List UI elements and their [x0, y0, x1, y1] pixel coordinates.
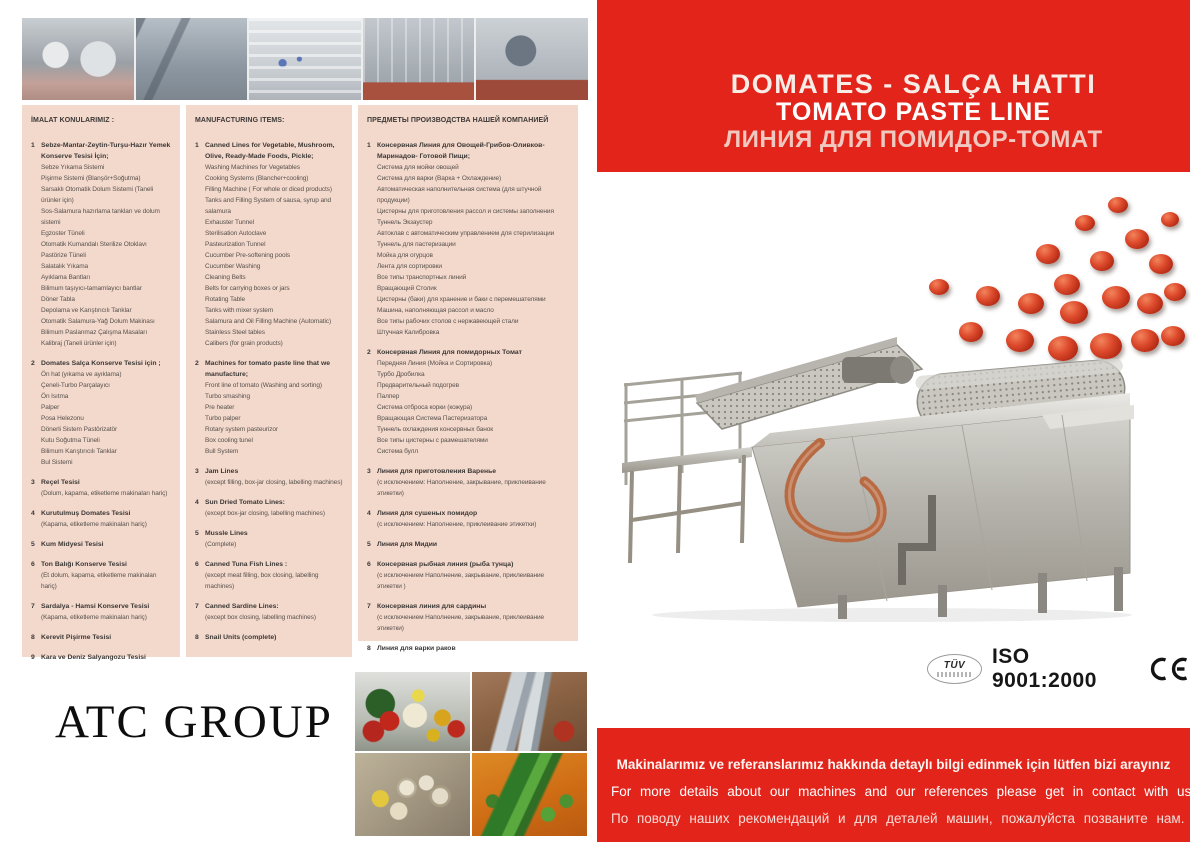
catalog-section [367, 466, 569, 499]
section-item: Предварительный подогрев [377, 382, 460, 389]
tomato [1125, 229, 1149, 249]
tomato [1054, 274, 1080, 295]
section-row [195, 559, 343, 592]
tomato [1164, 283, 1186, 301]
section-item: Tanks with mixer system [205, 307, 274, 314]
section-item: Front line of tomato (Washing and sorting) [205, 382, 322, 389]
section-title: Snail Units (complete) [205, 634, 277, 641]
section-title: Canned Sardine Lines: [205, 603, 279, 610]
section-number: 3 [195, 468, 199, 475]
section-row [31, 559, 171, 592]
section-number: 3 [367, 468, 371, 475]
section-note: (except filling, box-jar closing, labelling machines) [205, 479, 343, 486]
section-item: Автоклав с автоматическим управлением для стерилизации [377, 230, 555, 237]
section-item: Pişirme Sistemi (Blanşör+Soğutma) [41, 175, 141, 182]
section-row [31, 601, 171, 623]
section-item: Otomatik Salamura-Yağ Dolum Makinası [41, 318, 155, 325]
catalog-section [367, 347, 569, 457]
snails-photo [355, 753, 470, 836]
section-number: 2 [195, 360, 199, 367]
section-number: 4 [367, 510, 371, 517]
contact-line-russian: По поводу наших рекомендаций и для деталей машин, пожалуйста позваните нам. [611, 811, 1185, 826]
section-number: 4 [31, 510, 35, 517]
section-body [205, 466, 343, 488]
section-body [41, 652, 171, 663]
section-number: 3 [31, 479, 35, 486]
section-item: Система для варки (Варка + Охлаждение) [377, 175, 502, 182]
section-note: (Complete) [205, 541, 237, 548]
section-item: Pre heater [205, 404, 235, 411]
catalog-section [195, 632, 343, 643]
section-row [31, 632, 171, 643]
section-body [41, 358, 171, 468]
text-column-turkish [22, 105, 180, 661]
section-row [367, 559, 569, 592]
catalog-section [195, 528, 343, 550]
section-note: (Dolum, kapama, etiketleme makinaları hariç) [41, 490, 168, 497]
section-item: Bilimum Paslanmaz Çalışma Masaları [41, 329, 148, 336]
section-row [367, 643, 569, 654]
section-title: Machines for tomato paste line that we manufacture; [205, 360, 331, 378]
section-body [377, 539, 569, 550]
section-body [41, 632, 171, 643]
catalog-section [367, 559, 569, 592]
section-row [195, 466, 343, 488]
tuv-label: TÜV [943, 660, 966, 671]
catalog-section [367, 539, 569, 550]
section-item: Salatalık Yıkama [41, 263, 89, 270]
section-note: (except box closing, labelling machines) [205, 614, 316, 621]
section-note: (except box-jar closing, labelling machines) [205, 510, 325, 517]
section-number: 5 [367, 541, 371, 548]
catalog-section [195, 497, 343, 519]
factory-photo-tanks [363, 18, 475, 100]
factory-photo-machine-closeup [136, 18, 248, 100]
right-page [597, 0, 1190, 842]
section-body [205, 601, 343, 623]
section-number: 2 [367, 349, 371, 356]
section-item: Rotary system pasteurizor [205, 426, 278, 433]
section-row [31, 652, 171, 663]
catalog-section [31, 508, 171, 530]
section-number: 2 [31, 360, 35, 367]
section-item: Salamura and Oil Filling Machine (Automatic) [205, 318, 332, 325]
contact-band [597, 728, 1190, 842]
section-item: Цистерны (баки) для хранение и баки с перемешателями [377, 296, 546, 303]
section-body [41, 539, 171, 550]
section-title: Kerevit Pişirme Tesisi [41, 634, 112, 641]
section-item: Calibers (for grain products) [205, 340, 283, 347]
section-title: Линия для сушеных помидор [377, 510, 478, 517]
section-title: Линия для Мидии [377, 541, 438, 548]
section-item: Egzoster Tüneli [41, 230, 85, 237]
section-item: Ön hat (yıkama ve ayıklama) [41, 371, 122, 378]
section-body [41, 508, 171, 530]
section-body [205, 497, 343, 519]
factory-photo-autoclaves [22, 18, 134, 100]
section-number: 6 [367, 561, 371, 568]
section-item: Sarsaklı Otomatik Dolum Sistemi (Taneli ürünler için) [41, 186, 154, 204]
section-title: Mussle Lines [205, 530, 248, 537]
catalog-section [31, 140, 171, 349]
certification-row [927, 645, 1190, 693]
section-title: Sardalya - Hamsi Konserve Tesisi [41, 603, 150, 610]
column-header-english: MANUFACTURING ITEMS: [195, 117, 285, 124]
section-body [377, 347, 569, 457]
section-number: 9 [31, 654, 35, 661]
iso-certification-text: ISO 9001:2000 [991, 645, 1097, 692]
section-item: Автоматическая наполнительная система (для штучной продукции) [377, 186, 542, 204]
catalog-section [31, 632, 171, 643]
left-page [10, 0, 590, 842]
section-item: Вращающий Столик [377, 285, 437, 292]
section-body [377, 140, 569, 338]
section-item: Exhauster Tunnel [205, 219, 254, 226]
catalog-columns [22, 105, 578, 661]
section-item: Otomatik Kumandalı Sterilize Otoklavı [41, 241, 147, 248]
section-number: 7 [367, 603, 371, 610]
section-number: 5 [195, 530, 199, 537]
title-block [597, 0, 1190, 154]
section-row [31, 539, 171, 550]
section-item: Rotating Table [205, 296, 246, 303]
section-title: Консервная рыбная линия (рыба тунца) [377, 561, 514, 568]
section-item: Cleaning Belts [205, 274, 246, 281]
section-item: Pastörize Tüneli [41, 252, 86, 259]
tomato-washing-line-illustration [602, 295, 1137, 625]
company-logo-text: ATC GROUP [55, 696, 333, 748]
section-item: Cooking Systems (Blancher+cooling) [205, 175, 309, 182]
section-item: Kalibraj (Taneli ürünler için) [41, 340, 117, 347]
catalog-section [367, 601, 569, 634]
section-row [31, 140, 171, 349]
section-number: 4 [195, 499, 199, 506]
section-body [205, 559, 343, 592]
section-title: Jam Lines [205, 468, 239, 475]
tomato [1161, 326, 1185, 346]
section-row [195, 632, 343, 643]
catalog-section [31, 559, 171, 592]
section-item: Лента для сортировки [377, 263, 442, 270]
catalog-section [367, 643, 569, 654]
machinery-photo [602, 295, 1137, 625]
section-item: Cucumber Pre-softening pools [205, 252, 290, 259]
section-item: Bilimum Karıştırıcılı Tanklar [41, 448, 117, 455]
factory-photo-production-hall [249, 18, 361, 100]
catalog-section [195, 559, 343, 592]
section-row [367, 508, 569, 530]
section-row [31, 508, 171, 530]
section-item: Stainless Steel tables [205, 329, 265, 336]
section-title: Sun Dried Tomato Lines: [205, 499, 285, 506]
section-item: Palper [41, 404, 60, 411]
tomato [1108, 197, 1128, 213]
section-body [377, 559, 569, 592]
section-item: Все типы цистерны с размешателями [377, 437, 488, 444]
section-title: Canned Lines for Vegetable, Mushroom, Olive, Ready-Made Foods, Pickle; [205, 142, 335, 160]
section-item: Туннель для пастеризации [377, 241, 456, 248]
section-item: Передняя Линия (Мойка и Сортировка) [377, 360, 493, 367]
catalog-section [31, 358, 171, 468]
section-item: Турбо Дробилка [377, 371, 425, 378]
factory-photo-strip [22, 18, 588, 100]
section-note: (с исключением: Наполнение, приклеивание этикетки) [377, 521, 537, 528]
section-item: Kutu Soğutma Tüneli [41, 437, 100, 444]
ce-mark-icon [1148, 656, 1190, 682]
section-title: Консервная линия для сардины [377, 603, 487, 610]
section-body [41, 601, 171, 623]
section-number: 1 [367, 142, 371, 149]
catalog-section [31, 539, 171, 550]
section-body [41, 559, 171, 592]
section-row [195, 528, 343, 550]
tomato [1036, 244, 1060, 264]
section-title: Kurutulmuş Domates Tesisi [41, 510, 131, 517]
section-row [367, 539, 569, 550]
section-item: Вращающая Система Пастеризатора [377, 415, 488, 422]
section-number: 5 [31, 541, 35, 548]
section-title: Консервная Линия для помидорных Томат [377, 349, 523, 356]
section-number: 8 [195, 634, 199, 641]
section-number: 8 [31, 634, 35, 641]
section-title: Canned Tuna Fish Lines : [205, 561, 288, 568]
section-title: Kara ve Deniz Salyangozu Tesisi [41, 654, 146, 661]
section-title: Линия для варки раков [377, 645, 456, 652]
tomato [1161, 212, 1179, 227]
title-russian: ЛИНИЯ ДЛЯ ПОМИДОР-ТОМАТ [724, 126, 1103, 153]
section-item: Система отброса корки (кожура) [377, 404, 473, 411]
section-row [31, 477, 171, 499]
section-item: Turbo palper [205, 415, 241, 422]
section-item: Tanks and Filling System of sausa, syrup and salamura [205, 197, 332, 215]
section-body [377, 643, 569, 654]
contact-line-turkish: Makinalarımız ve referanslarımız hakkında detaylı bilgi edinmek için lütfen bizi arayınız [616, 757, 1171, 772]
text-column-russian [358, 105, 578, 652]
section-row [195, 358, 343, 457]
section-number: 6 [195, 561, 199, 568]
catalog-section [367, 508, 569, 530]
section-note: (except meat filling, box closing, labelling machines) [205, 572, 319, 590]
peas-photo [472, 753, 587, 836]
section-item: Все типы транспортных линий [377, 274, 467, 281]
section-number: 8 [367, 645, 371, 652]
section-item: Box cooling tunel [205, 437, 253, 444]
section-item: Bull System [205, 448, 239, 455]
section-number: 6 [31, 561, 35, 568]
section-item: Döner Tabla [41, 296, 75, 303]
section-body [205, 358, 343, 457]
section-row [367, 140, 569, 338]
section-row [367, 347, 569, 457]
section-number: 1 [31, 142, 35, 149]
tomato [1149, 254, 1173, 274]
section-note: (с исключением: Наполнение, закрывание, приклеивание этикетки) [377, 479, 546, 497]
catalog-section [195, 601, 343, 623]
catalog-section [31, 652, 171, 663]
title-english: TOMATO PASTE LINE [776, 98, 1051, 126]
section-body [41, 477, 171, 499]
contact-line-english: For more details about our machines and our references please get in contact with us [611, 784, 1191, 799]
column-header-russian: ПРЕДМЕТЫ ПРОИЗВОДСТВА НАШЕЙ КОМПАНИЕЙ [367, 117, 549, 124]
catalog-section [367, 140, 569, 338]
section-note: (Kapama, etiketleme makinaları hariç) [41, 521, 147, 528]
section-title: Sebze-Mantar-Zeytin-Turşu-Hazır Yemek Konserve Tesisi İçin; [41, 142, 171, 160]
section-item: Washing Machines for Vegetables [205, 164, 300, 171]
section-item: Цистерны для приготовления рассол и системы заполнения [377, 208, 554, 215]
section-item: Все типы рабочих столов с нержавеющей стали [377, 318, 519, 325]
tomato [1137, 293, 1163, 314]
section-title: Консервная Линия для Овощей-Грибов-Оливков-Маринадов- Готовой Пищи; [377, 142, 545, 160]
section-item: Çeneli-Turbo Parçalayıcı [41, 382, 110, 389]
section-number: 7 [195, 603, 199, 610]
section-item: Turbo smashing [205, 393, 250, 400]
section-body [377, 601, 569, 634]
tomato [929, 279, 949, 295]
section-body [205, 140, 343, 349]
text-column-english [186, 105, 352, 657]
section-item: Pasteurization Tunnel [205, 241, 266, 248]
food-photo-collage [355, 672, 587, 836]
section-item: Система булл [377, 448, 419, 455]
section-item: Bilimum taşıyıcı-tamamlayıcı bantlar [41, 285, 142, 292]
section-item: Sebze Yıkama Sistemi [41, 164, 105, 171]
section-note: (Kapama, etiketleme makinaları hariç) [41, 614, 147, 621]
catalog-section [195, 358, 343, 457]
section-item: Posa Helezonu [41, 415, 84, 422]
section-note: (с исключением Наполнение, закрывание, приклеивание этикетки ) [377, 572, 545, 590]
section-item: Система для мойки овощей [377, 164, 459, 171]
section-title: Reçel Tesisi [41, 479, 80, 486]
fish-photo [472, 672, 587, 751]
section-body [377, 508, 569, 530]
section-item: Палпер [377, 393, 400, 400]
tomato [1075, 215, 1095, 231]
title-turkish: DOMATES - SALÇA HATTI [730, 69, 1097, 99]
section-item: Cucumber Washing [205, 263, 261, 270]
section-note: (с исключением Наполнение, закрывание, приклеивание этикетки) [377, 614, 545, 632]
section-item: Туннель охлаждения консервных банок [377, 426, 494, 433]
catalog-section [31, 601, 171, 623]
title-band [597, 0, 1190, 172]
catalog-section [195, 466, 343, 488]
factory-photo-line-equipment [476, 18, 588, 100]
section-item: Depolama ve Karıştırıcılı Tanklar [41, 307, 132, 314]
section-item: Filling Machine ( For whole or diced products) [205, 186, 332, 193]
section-item: Туннель Экзаустер [377, 219, 433, 226]
section-item: Ayıklama Bantları [41, 274, 91, 281]
section-title: Линия для приготовления Варенье [377, 468, 497, 475]
section-item: Bul Sistemi [41, 459, 73, 466]
vegetables-photo [355, 672, 470, 751]
section-title: Kum Midyesi Tesisi [41, 541, 104, 548]
section-body [41, 140, 171, 349]
section-row [367, 601, 569, 634]
section-item: Штучная Калибровка [377, 329, 440, 336]
section-body [205, 632, 343, 643]
column-header-turkish: İMALAT KONULARIMIZ : [31, 117, 115, 124]
section-item: Sos-Salamura hazırlama tankları ve dolum sistemi [41, 208, 160, 226]
section-number: 7 [31, 603, 35, 610]
section-note: (Et dolum, kapama, etiketleme makinaları hariç) [41, 572, 157, 590]
section-row [367, 466, 569, 499]
section-item: Мойка для огурцов [377, 252, 433, 259]
tuv-subtext-decoration [937, 672, 971, 677]
section-row [195, 601, 343, 623]
catalog-section [195, 140, 343, 349]
tomato [1090, 251, 1114, 271]
tuv-logo-icon [927, 654, 982, 684]
section-item: Sterilisation Autoclave [205, 230, 267, 237]
catalog-section [31, 477, 171, 499]
section-number: 1 [195, 142, 199, 149]
section-title: Ton Balığı Konserve Tesisi [41, 561, 127, 568]
section-row [195, 140, 343, 349]
section-item: Ön Isıtma [41, 393, 69, 400]
section-row [31, 358, 171, 468]
section-body [205, 528, 343, 550]
section-body [377, 466, 569, 499]
section-item: Belts for carrying boxes or jars [205, 285, 290, 292]
section-title: Domates Salça Konserve Tesisi için ; [41, 360, 161, 367]
section-row [195, 497, 343, 519]
section-item: Машина, наполняющая рассол и масло [377, 307, 494, 314]
section-item: Dönerli Sistem Pastörizatör [41, 426, 118, 433]
